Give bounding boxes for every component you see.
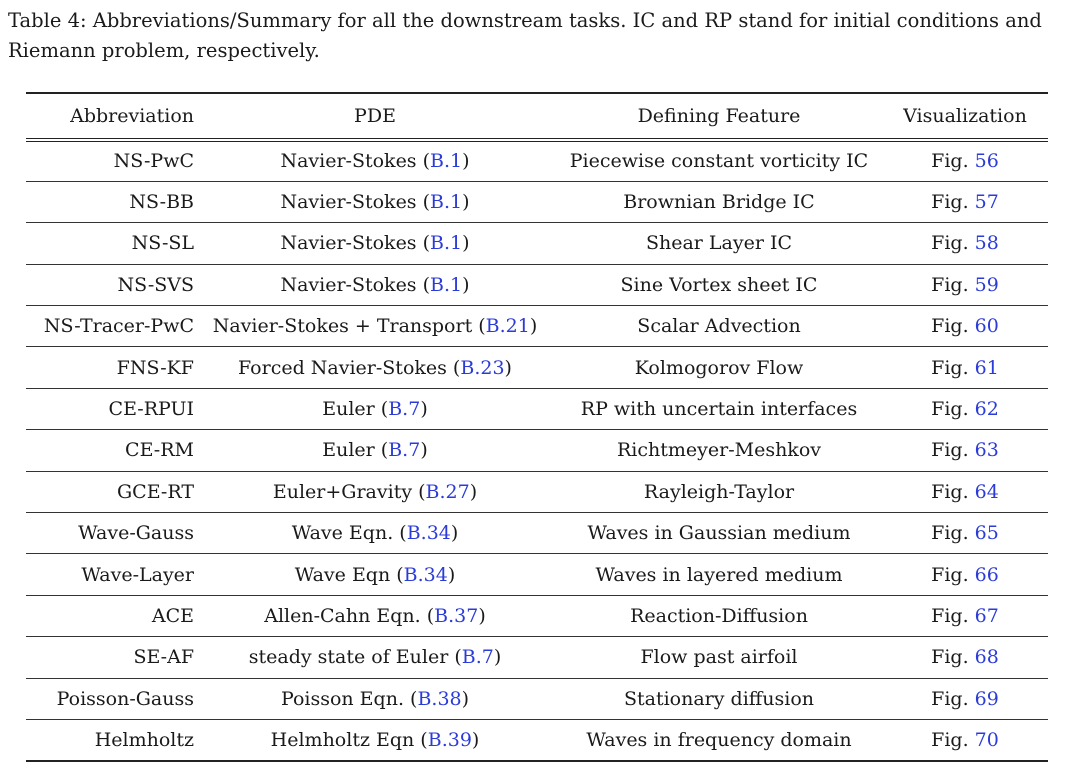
table-row <box>26 513 1048 554</box>
cell-abbreviation: NS-Tracer-PwC <box>26 306 194 347</box>
header-row <box>26 93 1048 140</box>
cell-abbreviation: CE-RPUI <box>26 388 194 429</box>
figure-reference-link[interactable]: 70 <box>974 728 999 751</box>
cell-pde <box>194 181 556 222</box>
cell-defining-feature: Scalar Advection <box>556 306 882 347</box>
figure-prefix: Fig. <box>931 563 975 586</box>
cell-abbreviation: Wave-Layer <box>26 554 194 595</box>
cell-visualization <box>882 678 1048 719</box>
cell-abbreviation: ACE <box>26 595 194 636</box>
equation-reference-link[interactable]: B.1 <box>430 191 463 214</box>
figure-reference-link[interactable]: 66 <box>974 563 999 586</box>
cell-abbreviation: NS-BB <box>26 181 194 222</box>
cell-visualization <box>882 471 1048 512</box>
cell-pde <box>194 430 556 471</box>
figure-prefix: Fig. <box>931 398 975 421</box>
table-caption: Table 4: Abbreviations/Summary for all the downstream tasks. IC and RP stand for initial conditions and Riemann problem, respectively. <box>8 9 1042 62</box>
table-row <box>26 430 1048 471</box>
figure-reference-link[interactable]: 67 <box>974 604 999 627</box>
table-row <box>26 554 1048 595</box>
pde-closing-paren: ) <box>420 439 428 462</box>
cell-visualization <box>882 181 1048 222</box>
equation-reference-link[interactable]: B.21 <box>485 315 530 338</box>
cell-defining-feature: Piecewise constant vorticity IC <box>556 140 882 181</box>
cell-pde <box>194 223 556 264</box>
pde-name: Poisson Eqn. ( <box>280 687 418 710</box>
cell-defining-feature: RP with uncertain interfaces <box>556 388 882 429</box>
table-row <box>26 264 1048 305</box>
table-row <box>26 471 1048 512</box>
header-pde: PDE <box>194 93 556 140</box>
equation-reference-link[interactable]: B.37 <box>434 604 479 627</box>
pde-closing-paren: ) <box>462 232 470 255</box>
cell-visualization <box>882 140 1048 181</box>
figure-prefix: Fig. <box>931 273 975 296</box>
figure-prefix: Fig. <box>931 604 975 627</box>
summary-table <box>26 92 1048 762</box>
figure-prefix: Fig. <box>931 646 975 669</box>
cell-abbreviation: Wave-Gauss <box>26 513 194 554</box>
table-header <box>26 93 1048 140</box>
cell-pde <box>194 140 556 181</box>
pde-closing-paren: ) <box>450 522 459 545</box>
pde-closing-paren: ) <box>462 273 470 296</box>
header-defining-feature: Defining Feature <box>556 93 882 140</box>
pde-name: Allen-Cahn Eqn. ( <box>264 604 435 627</box>
cell-pde <box>194 637 556 678</box>
figure-reference-link[interactable]: 63 <box>974 439 999 462</box>
cell-abbreviation: Helmholtz <box>26 719 194 760</box>
cell-defining-feature: Waves in layered medium <box>556 554 882 595</box>
pde-name: Wave Eqn. ( <box>291 522 407 545</box>
pde-closing-paren: ) <box>469 480 478 503</box>
cell-abbreviation: Poisson-Gauss <box>26 678 194 719</box>
table-row <box>26 678 1048 719</box>
equation-reference-link[interactable]: B.27 <box>425 480 470 503</box>
cell-pde <box>194 595 556 636</box>
header-abbreviation: Abbreviation <box>26 93 194 140</box>
cell-abbreviation: GCE-RT <box>26 471 194 512</box>
cell-defining-feature: Waves in Gaussian medium <box>556 513 882 554</box>
equation-reference-link[interactable]: B.39 <box>427 728 472 751</box>
figure-reference-link[interactable]: 59 <box>974 273 999 296</box>
cell-visualization <box>882 223 1048 264</box>
cell-pde <box>194 264 556 305</box>
pde-name: Euler+Gravity ( <box>272 480 426 503</box>
cell-defining-feature: Shear Layer IC <box>556 223 882 264</box>
figure-prefix: Fig. <box>931 315 975 338</box>
cell-abbreviation: FNS-KF <box>26 347 194 388</box>
figure-prefix: Fig. <box>931 522 975 545</box>
cell-visualization <box>882 554 1048 595</box>
figure-reference-link[interactable]: 61 <box>974 356 999 379</box>
pde-closing-paren: ) <box>462 150 470 173</box>
pde-name: Navier-Stokes ( <box>280 273 431 296</box>
cell-visualization <box>882 306 1048 347</box>
table-row <box>26 140 1048 181</box>
table-row <box>26 181 1048 222</box>
cell-defining-feature: Richtmeyer-Meshkov <box>556 430 882 471</box>
pde-name: Navier-Stokes ( <box>280 150 431 173</box>
cell-abbreviation: SE-AF <box>26 637 194 678</box>
cell-visualization <box>882 719 1048 760</box>
cell-visualization <box>882 347 1048 388</box>
table-row <box>26 306 1048 347</box>
cell-pde <box>194 388 556 429</box>
pde-name: Euler ( <box>322 439 389 462</box>
cell-visualization <box>882 595 1048 636</box>
figure-prefix: Fig. <box>931 356 975 379</box>
cell-abbreviation: CE-RM <box>26 430 194 471</box>
cell-pde <box>194 347 556 388</box>
cell-pde <box>194 471 556 512</box>
header-visualization: Visualization <box>882 93 1048 140</box>
equation-reference-link[interactable]: B.1 <box>430 150 463 173</box>
pde-name: Helmholtz Eqn ( <box>270 728 428 751</box>
figure-prefix: Fig. <box>931 728 975 751</box>
summary-table-container <box>26 92 1048 762</box>
figure-reference-link[interactable]: 56 <box>974 150 999 173</box>
equation-reference-link[interactable]: B.38 <box>417 687 462 710</box>
cell-defining-feature: Reaction-Diffusion <box>556 595 882 636</box>
equation-reference-link[interactable]: B.1 <box>430 273 463 296</box>
equation-reference-link[interactable]: B.7 <box>461 646 494 669</box>
figure-reference-link[interactable]: 69 <box>974 687 999 710</box>
pde-name: Navier-Stokes ( <box>280 191 431 214</box>
equation-reference-link[interactable]: B.23 <box>460 356 505 379</box>
cell-abbreviation: NS-SVS <box>26 264 194 305</box>
pde-closing-paren: ) <box>461 687 470 710</box>
figure-reference-link[interactable]: 62 <box>974 398 999 421</box>
cell-visualization <box>882 264 1048 305</box>
pde-closing-paren: ) <box>471 728 480 751</box>
cell-visualization <box>882 513 1048 554</box>
equation-reference-link[interactable]: B.34 <box>403 563 448 586</box>
cell-defining-feature: Rayleigh-Taylor <box>556 471 882 512</box>
cell-visualization <box>882 637 1048 678</box>
figure-prefix: Fig. <box>931 687 975 710</box>
figure-reference-link[interactable]: 68 <box>974 646 999 669</box>
cell-pde <box>194 719 556 760</box>
figure-prefix: Fig. <box>931 191 975 214</box>
cell-abbreviation: NS-PwC <box>26 140 194 181</box>
figure-reference-link[interactable]: 64 <box>974 480 999 503</box>
table-body <box>26 140 1048 761</box>
figure-reference-link[interactable]: 60 <box>974 315 999 338</box>
figure-reference-link[interactable]: 58 <box>974 232 999 255</box>
figure-prefix: Fig. <box>931 150 975 173</box>
cell-pde <box>194 513 556 554</box>
cell-pde <box>194 554 556 595</box>
cell-abbreviation: NS-SL <box>26 223 194 264</box>
cell-defining-feature: Sine Vortex sheet IC <box>556 264 882 305</box>
pde-name: Euler ( <box>322 398 389 421</box>
pde-closing-paren: ) <box>478 604 486 627</box>
figure-prefix: Fig. <box>931 232 975 255</box>
table-row <box>26 388 1048 429</box>
pde-closing-paren: ) <box>529 315 538 338</box>
pde-closing-paren: ) <box>420 398 428 421</box>
table-row <box>26 347 1048 388</box>
pde-closing-paren: ) <box>493 646 502 669</box>
cell-pde <box>194 306 556 347</box>
cell-visualization <box>882 430 1048 471</box>
equation-reference-link[interactable]: B.34 <box>406 522 451 545</box>
table-row <box>26 223 1048 264</box>
cell-pde <box>194 678 556 719</box>
pde-closing-paren: ) <box>504 356 512 379</box>
pde-name: Wave Eqn ( <box>294 563 404 586</box>
equation-reference-link[interactable]: B.1 <box>430 232 463 255</box>
pde-closing-paren: ) <box>462 191 470 214</box>
figure-prefix: Fig. <box>931 480 975 503</box>
figure-prefix: Fig. <box>931 439 975 462</box>
figure-reference-link[interactable]: 57 <box>974 191 999 214</box>
cell-defining-feature: Flow past airfoil <box>556 637 882 678</box>
equation-reference-link[interactable]: B.7 <box>388 398 421 421</box>
cell-defining-feature: Waves in frequency domain <box>556 719 882 760</box>
cell-defining-feature: Brownian Bridge IC <box>556 181 882 222</box>
pde-closing-paren: ) <box>447 563 456 586</box>
pde-name: steady state of Euler ( <box>248 646 462 669</box>
cell-defining-feature: Kolmogorov Flow <box>556 347 882 388</box>
table-row <box>26 637 1048 678</box>
table-row <box>26 595 1048 636</box>
pde-name: Navier-Stokes + Transport ( <box>212 315 486 338</box>
figure-reference-link[interactable]: 65 <box>974 522 999 545</box>
equation-reference-link[interactable]: B.7 <box>388 439 421 462</box>
cell-defining-feature: Stationary diffusion <box>556 678 882 719</box>
cell-visualization <box>882 388 1048 429</box>
table-row <box>26 719 1048 760</box>
pde-name: Forced Navier-Stokes ( <box>238 356 461 379</box>
pde-name: Navier-Stokes ( <box>280 232 431 255</box>
